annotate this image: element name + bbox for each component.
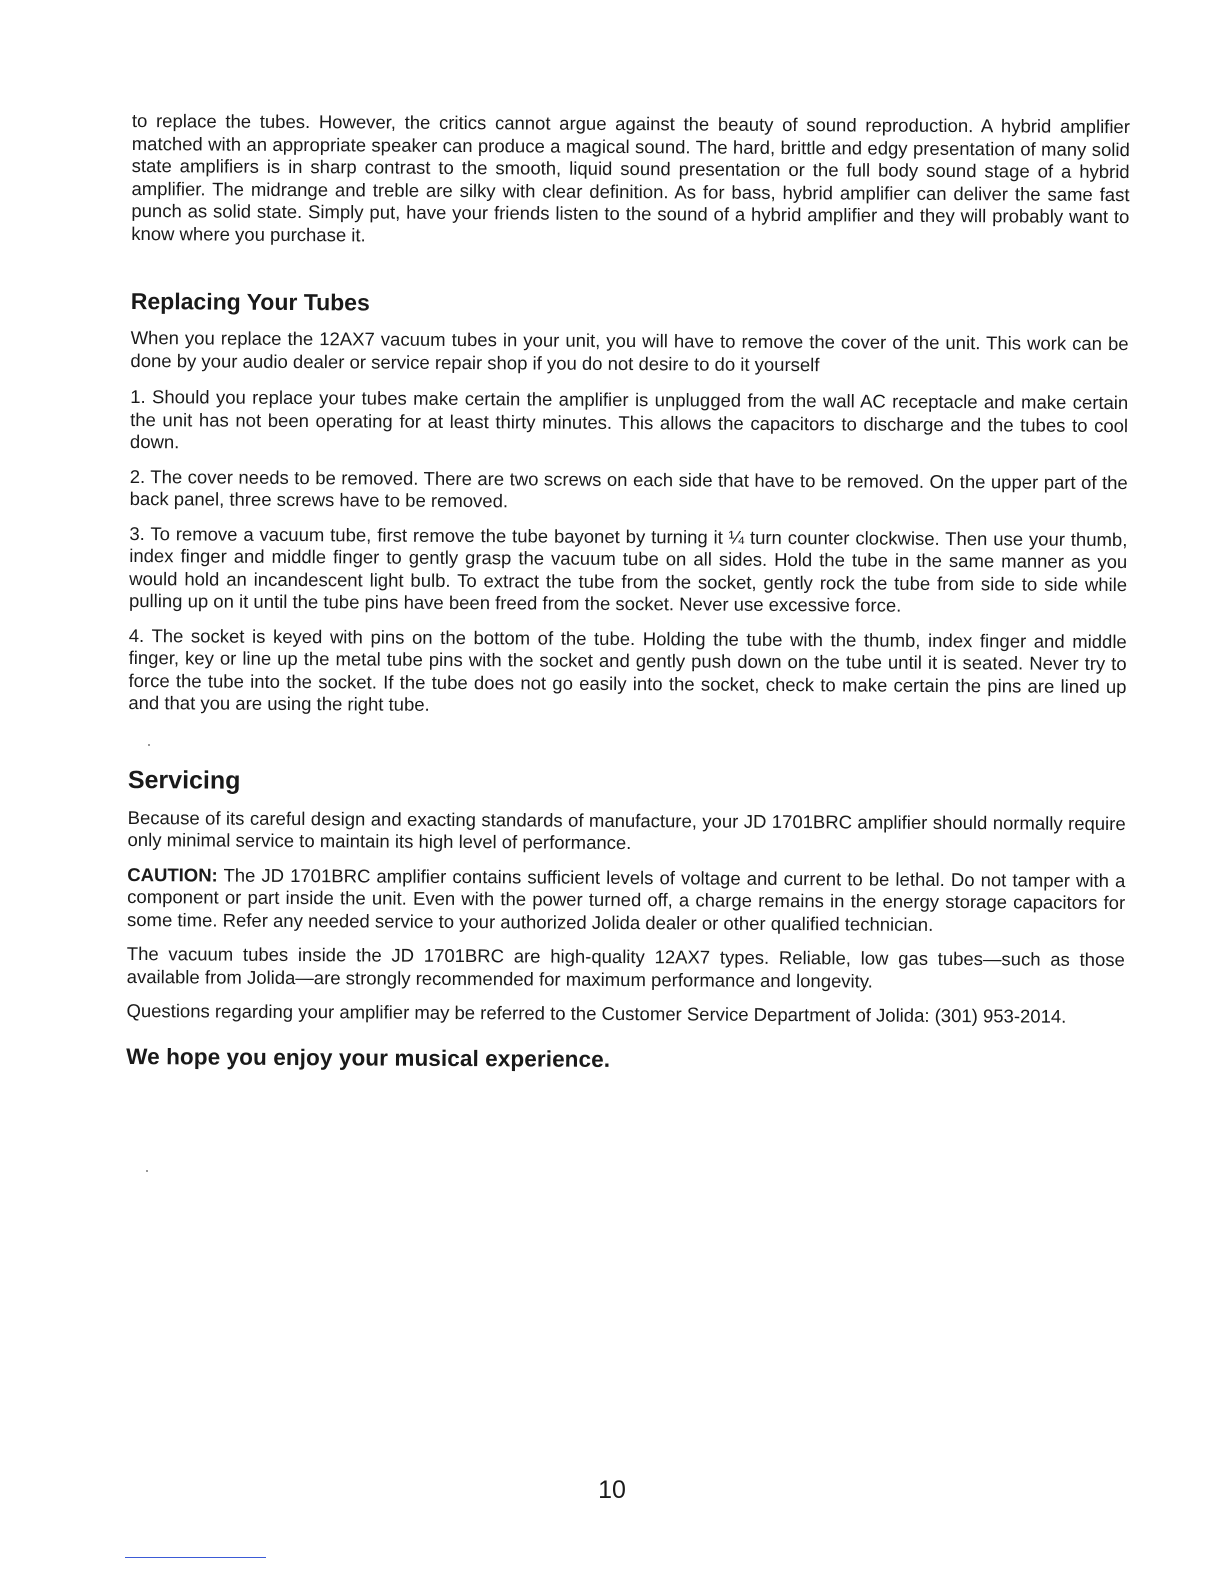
- caution-text: The JD 1701BRC amplifier contains sufficient levels of voltage and current to be lethal. Do not tamper with a component or part inside the unit. Even with the power turned off, a charge remains in the energy storage capacitors for some time. Refer any needed service to your authorized Jolida dealer or other qualified technician.: [126, 864, 1126, 935]
- scan-speck: [146, 1170, 148, 1172]
- caution-paragraph: [127, 863, 1125, 937]
- replacing-tubes-heading: Replacing Your Tubes: [130, 287, 370, 316]
- closing-line: We hope you enjoy your musical experience.: [126, 1043, 611, 1072]
- footer-rule: [125, 1557, 266, 1558]
- servicing-lead-paragraph: Because of its careful design and exacting standards of manufacture, your JD 1701BRC amplifier should normally require only minimal service to maintain its high level of performance.: [127, 806, 1126, 854]
- servicing-heading: Servicing: [127, 765, 241, 795]
- intro-paragraph: to replace the tubes. However, the critics cannot argue against the beauty of sound reproduction. A hybrid amplifier matched with an appropriate speaker can produce a magical sound. The hard, brittle and edgy presentation of many solid state amplifiers is in sharp contrast to the smooth, liquid sound presentation or the full body sound stage of a hybrid amplifier. The midrange and treble are silky with clear definition. As for bass, hybrid amplifier can deliver the same fast punch as solid state. Simply put, have your friends listen to the sound of a hybrid amplifier and they will probably want to know where you purchase it.: [131, 110, 1130, 245]
- page-number: 10: [598, 1476, 626, 1504]
- step-1-paragraph: 1. Should you replace your tubes make certain the amplifier is unplugged from the wall AC receptacle and make certain the unit has not been operating for at least thirty minutes. This allows the capacitors to discharge and the tubes to cool down.: [129, 385, 1129, 453]
- step-3-paragraph: 3. To remove a vacuum tube, first remove the tube bayonet by turning it ¼ turn counter clockwise. Then use your thumb, index finger and middle finger to gently grasp the vacuum tube on all sides. Hold the tube in the same manner as you would hold an incandescent light bulb. To extract the tube from the socket, gently rock the tube from side to side while pulling up on it until the tube pins have been freed from the socket. Never use excessive force.: [128, 522, 1128, 616]
- step-4-paragraph: 4. The socket is keyed with pins on the bottom of the tube. Holding the tube with the thumb, index finger and middle finger, key or line up the metal tube pins with the socket and gently push down on the tube until it is seated. Never try to force the tube into the socket. If the tube does not go easily into the socket, check to make certain the pins are lined up and that you are using the right tube.: [128, 624, 1127, 715]
- document-body: [126, 110, 1130, 1077]
- step-2-paragraph: 2. The cover needs to be removed. There are two screws on each side that have to be removed. On the upper part of the back panel, three screws have to be removed.: [129, 465, 1128, 512]
- replacing-lead-paragraph: When you replace the 12AX7 vacuum tubes in your unit, you will have to remove the cover of the unit. This work can be done by your audio dealer or service repair shop if you do not desire to do it yourself: [130, 326, 1129, 375]
- scan-speck: [148, 744, 150, 746]
- questions-paragraph: Questions regarding your amplifier may be referred to the Customer Service Department of Jolida: (301) 953-2014.: [126, 999, 1067, 1027]
- vacuum-tubes-paragraph: The vacuum tubes inside the JD 1701BRC are high-quality 12AX7 types. Reliable, low gas tubes—such as those available from Jolida—are strongly recommended for maximum performance and longevity.: [126, 942, 1125, 992]
- caution-label: CAUTION:: [127, 863, 218, 886]
